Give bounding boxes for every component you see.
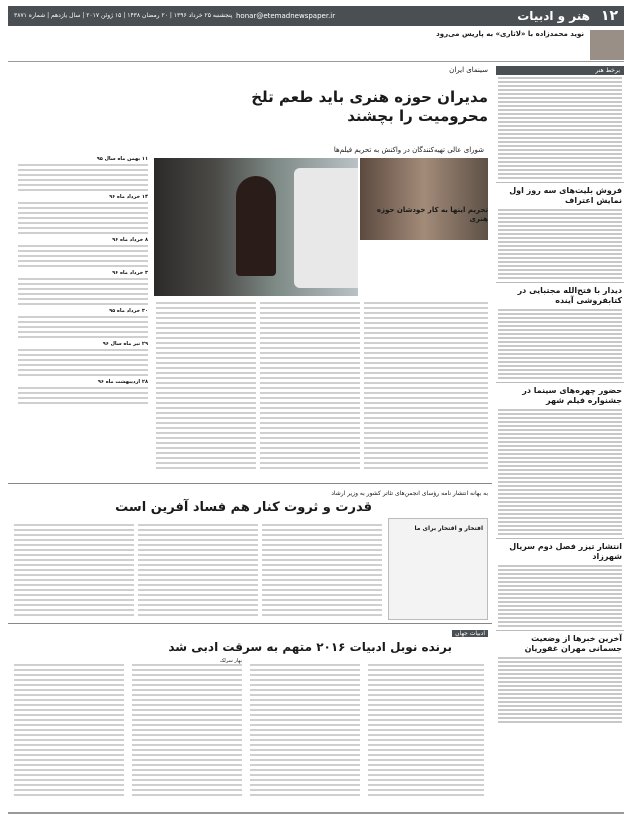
sidebar-story-headline[interactable]: فروش بلیت‌های سه روز اول نمایش اعتراف: [509, 186, 622, 205]
feature-headline: مدیران حوزه هنری باید طعم تلخ محرومیت را بچشند: [251, 88, 488, 125]
site-email[interactable]: honar@etemadnewspaper.ir: [236, 12, 336, 20]
sidebar-story-headline[interactable]: آخرین خبرها از وضعیت جسمانی مهران غفوریان: [524, 634, 622, 653]
nobel-headline: برنده نوبل ادبیات ۲۰۱۶ متهم به سرقت ادبی شد: [168, 640, 452, 654]
nobel-byline: بهار سرلک: [219, 658, 242, 664]
theatre-article: [8, 488, 492, 624]
page-number: ۱۲: [600, 8, 618, 24]
pull-quote: تحریم اینها به کار خودشان حوزه هنری: [376, 206, 488, 223]
right-sidebar: [496, 66, 624, 812]
issue-date: پنجشنبه ۲۵ خرداد ۱۳۹۶ | ۲۰ رمضان ۱۴۳۸ | ۱۵ ژوئن ۲۰۱۷ | سال یازدهم | شماره ۳۸۷۱: [14, 12, 233, 19]
timeline-item: ۲۹ تیر ماه سال ۹۶: [102, 341, 148, 347]
sidebar-story-headline[interactable]: انتشار تیزر فصل دوم سریال شهرزاد: [509, 542, 622, 561]
top-strip-title: نوید محمدزاده با «لاتاری» به پاریس می‌رود: [436, 30, 584, 38]
timeline-item: ۲۸ اردیبهشت ماه ۹۶: [97, 379, 148, 385]
nobel-column: [250, 664, 360, 804]
nobel-column: [14, 664, 124, 804]
sidebar-story-headline[interactable]: دیدار با فتح‌الله مجتبایی در کتابفروشی آینده: [517, 286, 622, 305]
feature-photo: [154, 158, 358, 296]
timeline-item: ۱۱ بهمن ماه سال ۹۵: [96, 156, 148, 162]
feature-column: [260, 302, 360, 480]
feature-column: [156, 302, 256, 480]
photo-car: [294, 168, 358, 288]
timeline-item: ۳۰ خرداد ماه ۹۵: [109, 308, 148, 314]
timeline-item: ۸ خرداد ماه ۹۶: [112, 237, 148, 243]
timeline-item: ۱۴ خرداد ماه ۹۶: [109, 194, 148, 200]
feature-subhead: شورای عالی تهیه‌کنندگان در واکنش به تحریم فیلم‌ها: [333, 146, 484, 154]
feature-column: [364, 302, 488, 480]
section-title: هنر و ادبیات: [517, 9, 590, 23]
footer-rule: [8, 812, 624, 814]
theatre-kicker: به بهانه انتشار نامه رؤسای انجمن‌های تئاتر کشور به وزیر ارشاد: [331, 490, 488, 497]
nobel-kicker: ادبیات جهان: [452, 630, 488, 637]
sidebar-box-text: افتخار و اقتخار برای ما: [414, 525, 483, 532]
photo-figure: [236, 176, 276, 276]
feature-kicker: سینمای ایران: [449, 66, 488, 74]
sidebar-box: [388, 518, 488, 620]
theatre-headline: قدرت و ثروت کنار هم فساد آفرین است: [115, 500, 372, 515]
nobel-column: [368, 664, 484, 804]
nobel-article: [8, 628, 492, 810]
masthead: [8, 6, 624, 26]
sidebar-story-headline[interactable]: حضور چهره‌های سینما در جشنواره فیلم شهر: [522, 386, 622, 405]
sidebar-header: برخط هنر: [496, 66, 624, 75]
top-strip: [8, 28, 624, 62]
secondary-photo: [360, 158, 488, 240]
timeline-item: ۳ خرداد ماه ۹۶: [112, 270, 148, 276]
nobel-column: [132, 664, 242, 804]
feature-article: [8, 66, 492, 484]
portrait-thumbnail: [590, 30, 624, 60]
